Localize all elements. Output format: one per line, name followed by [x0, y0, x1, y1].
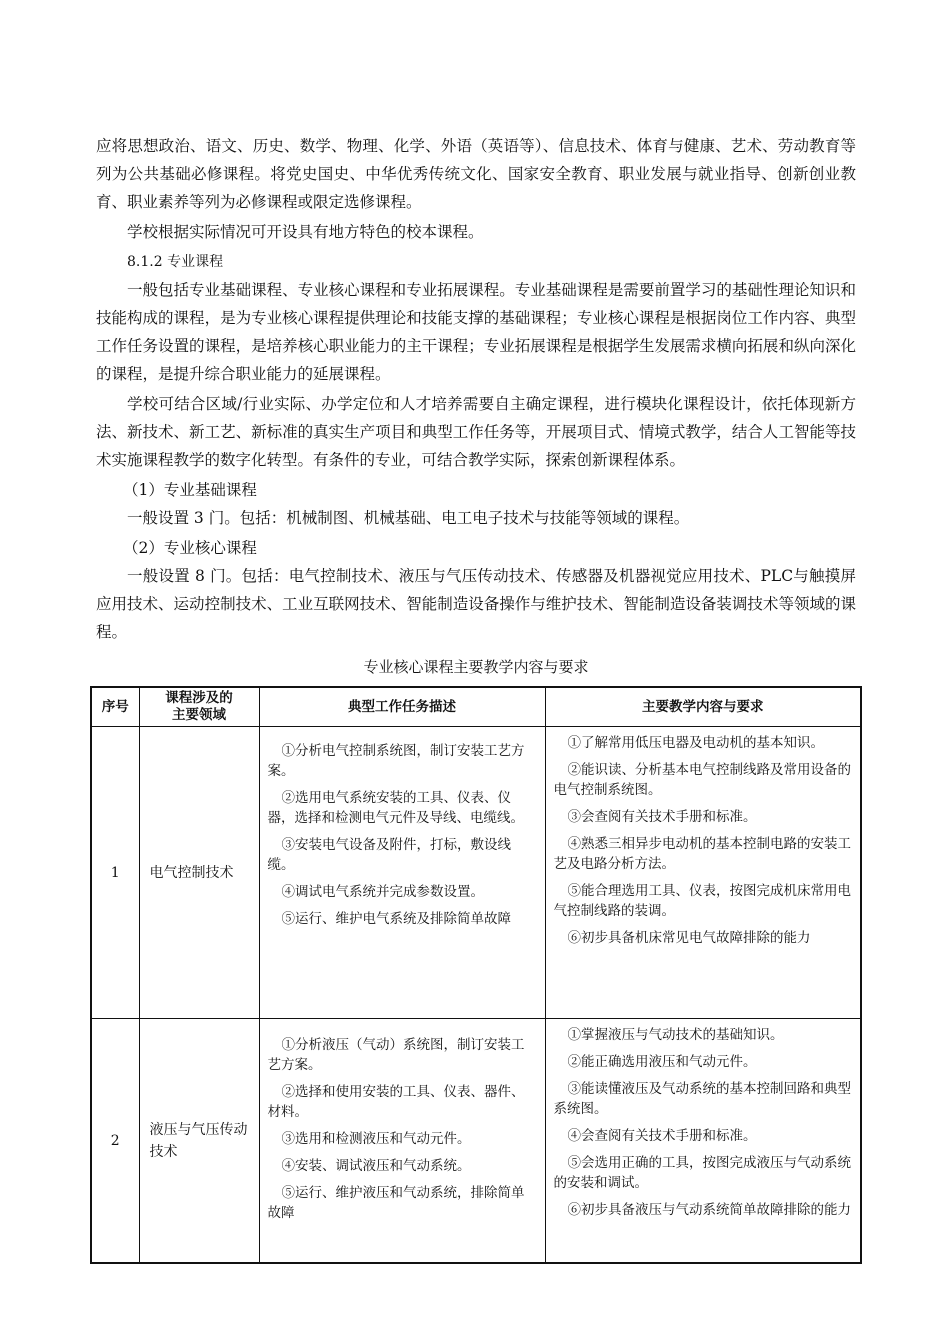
- task-item: ③选用和检测液压和气动元件。: [281, 1131, 471, 1147]
- content-item: ④会查阅有关技术手册和标准。: [567, 1128, 757, 1144]
- table-row: [91, 727, 861, 1019]
- header-area-line1: 课程涉及的: [165, 690, 233, 706]
- subheading-core-courses: （2）专业核心课程: [123, 539, 257, 557]
- header-tasks: 典型工作任务描述: [259, 687, 545, 727]
- task-item: ⑤运行、维护液压和气动系统，排除简单故障: [267, 1185, 525, 1221]
- content-item: ④熟悉三相异步电动机的基本控制电路的安装工艺及电路分析方法。: [553, 836, 851, 872]
- task-item: ②选择和使用安装的工具、仪表、器件、材料。: [267, 1084, 525, 1120]
- table-title: 专业核心课程主要教学内容与要求: [363, 658, 589, 676]
- content-item: ①了解常用低压电器及电动机的基本知识。: [567, 735, 824, 751]
- task-item: ①分析液压（气动）系统图，制订安装工艺方案。: [267, 1037, 525, 1073]
- content-item: ①掌握液压与气动技术的基础知识。: [567, 1027, 784, 1043]
- content-item: ③能读懂液压及气动系统的基本控制回路和典型系统图。: [553, 1081, 851, 1117]
- paragraph-course-design: 学校可结合区域/行业实际、办学定位和人才培养需要自主确定课程，进行模块化课程设计，依托体现新方法、新技术、新工艺、新标准的真实生产项目和典型工作任务等，开展项目式、情境式教学，结合人工智能等技术实施课程教学的数字化转型。有条件的专业，可结合教学实际，探索创新课程体系。: [96, 395, 856, 469]
- task-item: ④安装、调试液压和气动系统。: [281, 1158, 471, 1174]
- row-area: 电气控制技术: [139, 727, 259, 1019]
- paragraph-professional-courses: 一般包括专业基础课程、专业核心课程和专业拓展课程。专业基础课程是需要前置学习的基础性理论知识和技能构成的课程，是为专业核心课程提供理论和技能支撑的基础课程；专业核心课程是根据岗位工作内容、典型工作任务设置的课程，是培养核心职业能力的主干课程；专业拓展课程是根据学生发展需求横向拓展和纵向深化的课程，是提升综合职业能力的延展课程。: [96, 281, 856, 383]
- table-header-row: [91, 687, 861, 727]
- content-item: ⑥初步具备机床常见电气故障排除的能力: [567, 930, 811, 946]
- task-item: ⑤运行、维护电气系统及排除简单故障: [281, 911, 511, 927]
- task-item: ③安装电气设备及附件，打标，敷设线缆。: [267, 837, 511, 873]
- content-item: ⑥初步具备液压与气动系统简单故障排除的能力: [567, 1202, 851, 1218]
- header-content: 主要教学内容与要求: [545, 687, 861, 727]
- row-tasks: [259, 727, 545, 1019]
- section-heading: 8.1.2 专业课程: [127, 254, 224, 270]
- header-area-line2: 主要领域: [172, 707, 226, 723]
- content-item: ②能正确选用液压和气动元件。: [567, 1054, 757, 1070]
- core-courses-table: [90, 686, 862, 1264]
- row-tasks: [259, 1019, 545, 1264]
- paragraph-school-courses: 学校根据实际情况可开设具有地方特色的校本课程。: [127, 223, 484, 241]
- header-num: 序号: [91, 687, 139, 727]
- paragraph-public-courses: 应将思想政治、语文、历史、数学、物理、化学、外语（英语等）、信息技术、体育与健康、艺术、劳动教育等列为公共基础必修课程。将党史国史、中华优秀传统文化、国家安全教育、职业发展与就业指导、创新创业教育、职业素养等列为必修课程或限定选修课程。: [96, 137, 856, 211]
- content-item: ⑤能合理选用工具、仪表，按图完成机床常用电气控制线路的装调。: [553, 883, 851, 919]
- header-area: [139, 687, 259, 727]
- row-num: 2: [91, 1019, 139, 1264]
- row-content: [545, 1019, 861, 1264]
- task-item: ②选用电气系统安装的工具、仪表、仪器，选择和检测电气元件及导线、电缆线。: [267, 790, 524, 826]
- row-num: 1: [91, 727, 139, 1019]
- table-row: [91, 1019, 861, 1264]
- row-content: [545, 727, 861, 1019]
- paragraph-core-courses: 一般设置 8 门。包括：电气控制技术、液压与气压传动技术、传感器及机器视觉应用技术、PLC与触摸屏应用技术、运动控制技术、工业互联网技术、智能制造设备操作与维护技术、智能制造设备装调技术等领域的课程。: [96, 567, 856, 641]
- content-item: ⑤会选用正确的工具，按图完成液压与气动系统的安装和调试。: [553, 1155, 851, 1191]
- row-area: 液压与气压传动技术: [139, 1019, 259, 1264]
- task-item: ④调试电气系统并完成参数设置。: [281, 884, 484, 900]
- content-item: ②能识读、分析基本电气控制线路及常用设备的电气控制系统图。: [553, 762, 851, 798]
- task-item: ①分析电气控制系统图，制订安装工艺方案。: [267, 743, 525, 779]
- document-page: [96, 132, 856, 1264]
- content-item: ③会查阅有关技术手册和标准。: [567, 809, 757, 825]
- subheading-basic-courses: （1）专业基础课程: [123, 481, 257, 499]
- paragraph-basic-courses: 一般设置 3 门。包括：机械制图、机械基础、电工电子技术与技能等领域的课程。: [127, 509, 690, 527]
